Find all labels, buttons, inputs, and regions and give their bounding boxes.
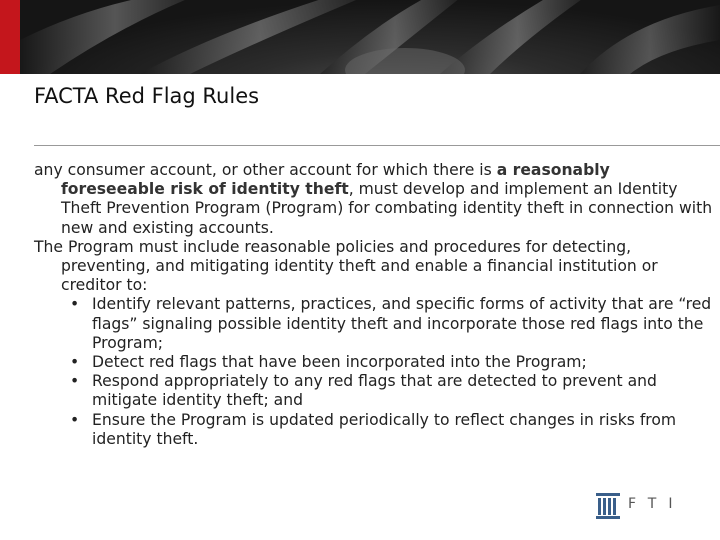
list-item bbox=[62, 411, 714, 449]
paragraph-program-requirements: The Program must include reasonable policies and procedures for detecting, preventing, and mitigating identity theft and enable a financial institution or creditor to: bbox=[34, 237, 658, 295]
para1-bold-text: a reasonably foreseeable risk of identity theft bbox=[61, 161, 610, 199]
list-item-text: Detect red flags that have been incorporated into the Program; bbox=[92, 353, 587, 372]
para1-text-post: , must develop and implement an Identity Theft Prevention Program (Program) for combating identity theft in connection with new and existing accounts. bbox=[61, 180, 713, 237]
page-title: FACTA Red Flag Rules bbox=[34, 84, 260, 108]
list-item bbox=[62, 353, 714, 372]
bullet-icon: • bbox=[70, 295, 80, 314]
bullet-icon: • bbox=[70, 372, 80, 391]
paragraph-account-risk bbox=[34, 161, 714, 238]
para1-text-pre: any consumer account, or other account for which there is bbox=[34, 161, 497, 179]
accent-bar bbox=[0, 0, 20, 74]
fti-logo bbox=[594, 490, 694, 522]
requirements-list bbox=[34, 295, 714, 449]
slide-body bbox=[34, 161, 714, 449]
header-banner-image bbox=[20, 0, 720, 74]
list-item-text: Respond appropriately to any red flags that are detected to prevent and mitigate identity theft; and bbox=[92, 372, 657, 410]
list-item-text: Identify relevant patterns, practices, and specific forms of activity that are “red flags” signaling possible identity theft and incorporate those red flags into the Program; bbox=[92, 295, 712, 352]
bullet-icon: • bbox=[70, 353, 80, 372]
list-item-text: Ensure the Program is updated periodically to reflect changes in risks from identity theft. bbox=[92, 410, 677, 448]
bullet-icon: • bbox=[70, 410, 80, 429]
list-item bbox=[62, 295, 714, 353]
fti-building-icon bbox=[594, 490, 622, 520]
list-item bbox=[62, 372, 714, 410]
title-divider bbox=[34, 145, 720, 146]
logo-text: FTI bbox=[628, 496, 685, 512]
